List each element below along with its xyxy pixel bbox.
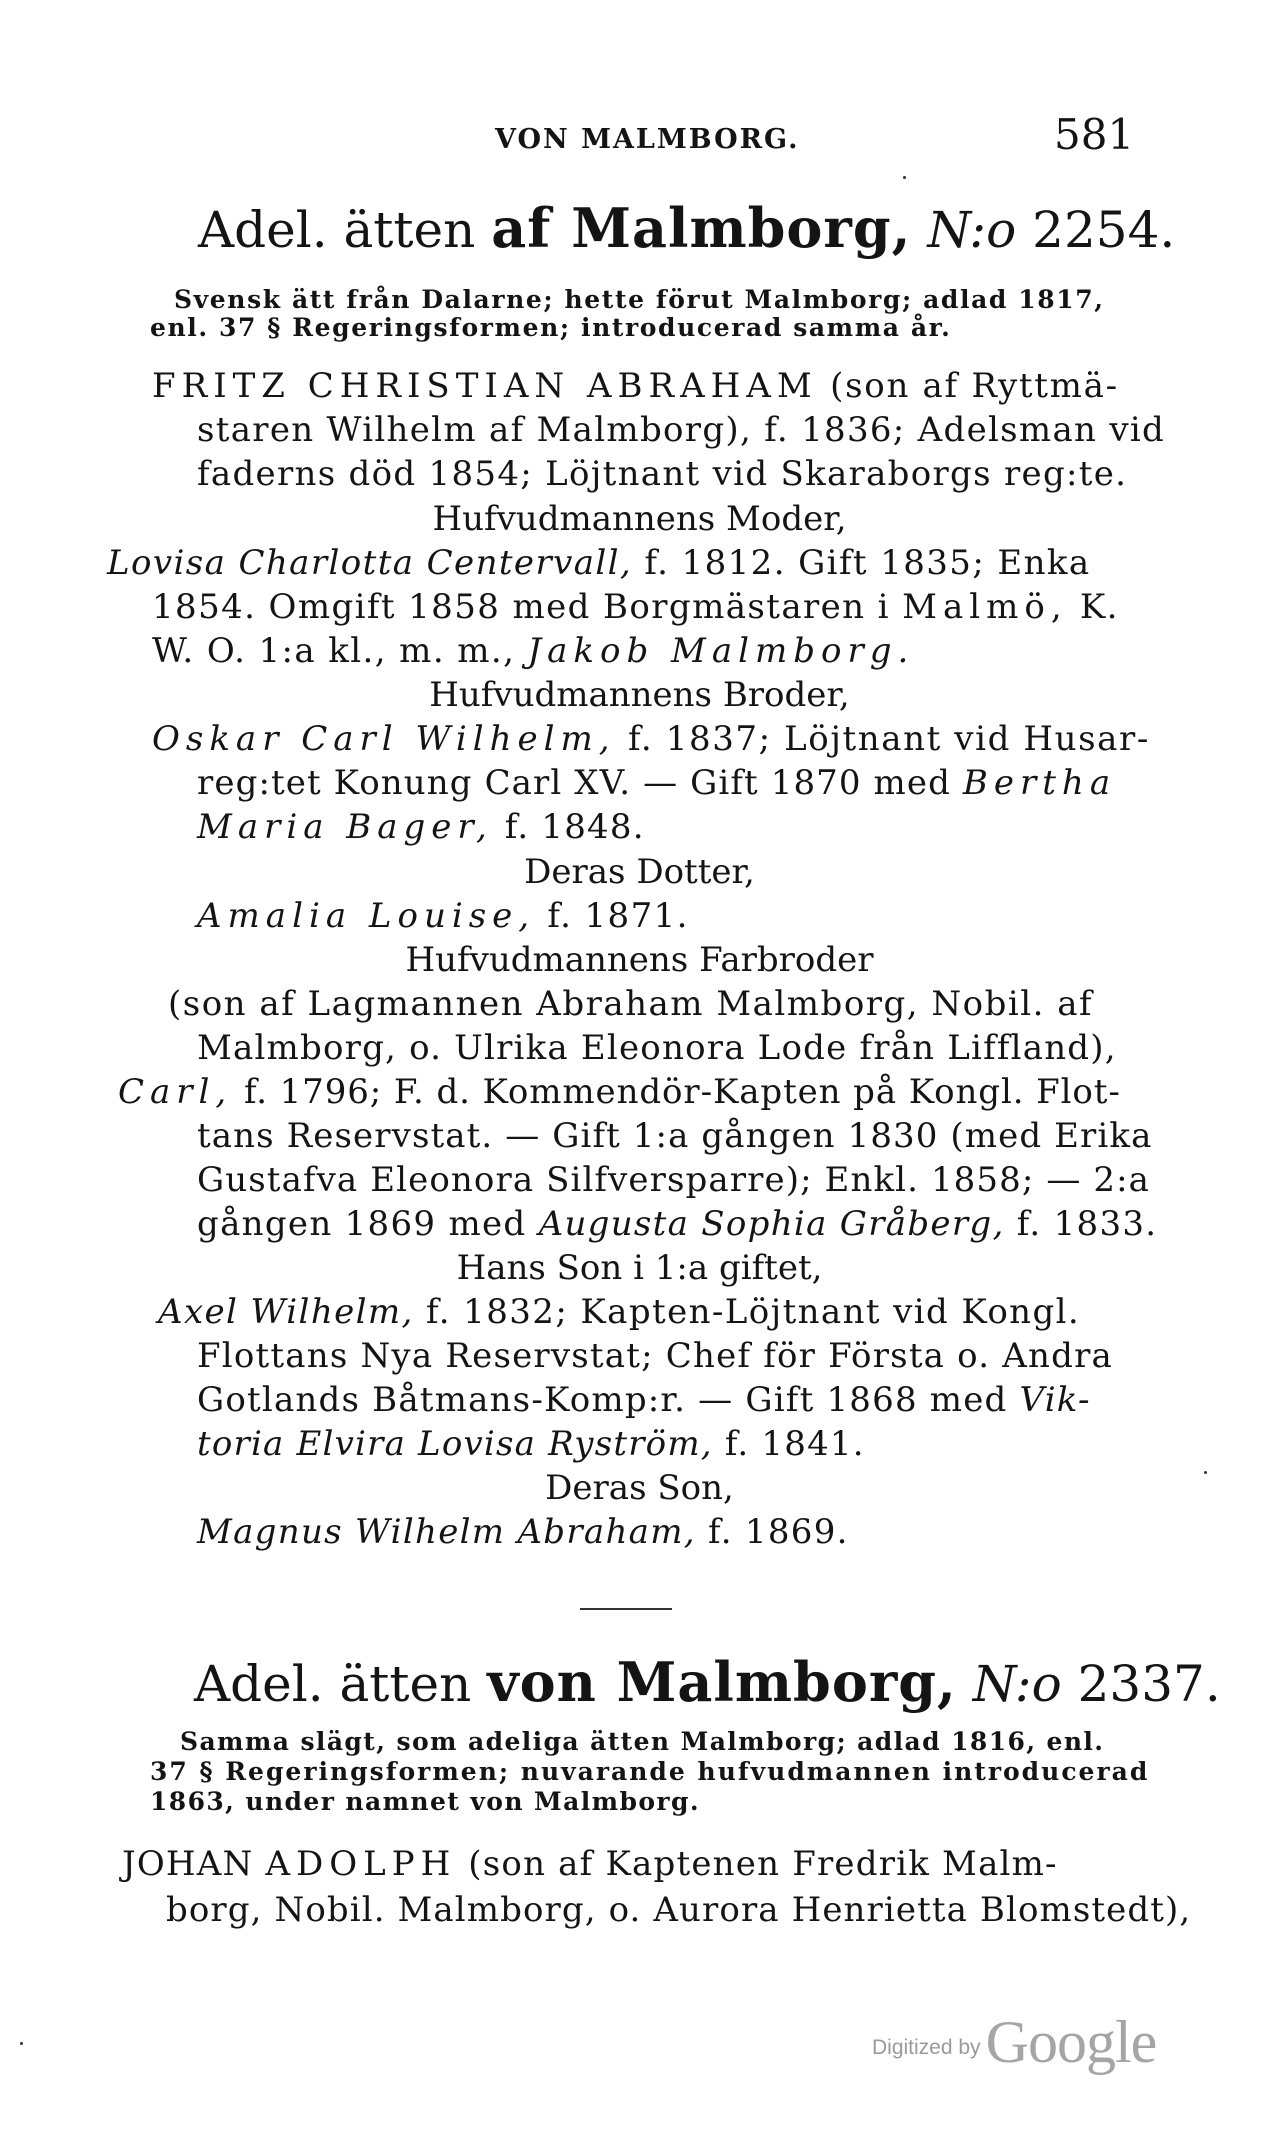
uncle-line: Malmborg, o. Ulrika Eleonora Lode från Liffland), xyxy=(197,1028,1117,1068)
uncle-line: tans Reservstat. — Gift 1:a gången 1830 (med Erika xyxy=(197,1116,1153,1156)
entry1-intro-line: Svensk ätt från Dalarne; hette förut Malmborg; adlad 1817, xyxy=(174,285,1105,314)
uncle-rest: f. 1796; F. d. Kommendör-Kapten på Kongl. Flot- xyxy=(243,1072,1121,1112)
brother-line xyxy=(197,761,1116,805)
brother-line xyxy=(197,805,645,849)
son-line xyxy=(197,1422,865,1466)
mother-line xyxy=(152,585,1119,629)
brother-line2-start: reg:tet Konung Carl XV. — Gift 1870 med xyxy=(197,763,951,803)
brother-name: Oskar Carl Wilhelm, xyxy=(152,719,616,759)
entry2-title xyxy=(194,1650,1221,1714)
son-heading: Hans Son i 1:a giftet, xyxy=(456,1248,823,1288)
watermark-digitized-by: Digitized by xyxy=(872,2036,981,2059)
google-digitized-watermark xyxy=(872,2008,1156,2077)
entry2-intro-line: Samma slägt, som adeliga ätten Malmborg; adlad 1816, enl. xyxy=(180,1727,1105,1756)
mother-name: Lovisa Charlotta Centervall, xyxy=(107,543,633,583)
section-divider xyxy=(580,1608,672,1610)
grandson-heading: Deras Son, xyxy=(545,1468,734,1508)
grandson-name: Magnus Wilhelm Abraham, xyxy=(197,1512,696,1552)
entry2-head-line xyxy=(122,1842,1058,1886)
daughter-name: Amalia Louise, xyxy=(197,896,536,936)
mother-line xyxy=(107,541,1091,585)
entry1-text-line: staren Wilhelm af Malmborg), f. 1836; Adelsman vid xyxy=(197,410,1166,450)
son-wife-a: Vik- xyxy=(1019,1380,1091,1420)
entry1-title-no-label: N:o xyxy=(927,201,1017,259)
brother-heading: Hufvudmannens Broder, xyxy=(429,675,850,715)
uncle-wife-born: f. 1833. xyxy=(1016,1204,1158,1244)
entry2-intro-line: 37 § Regeringsformen; nuvarande hufvudmannen introducerad xyxy=(150,1757,1150,1786)
entry2-text-line: borg, Nobil. Malmborg, o. Aurora Henrietta Blomstedt), xyxy=(166,1890,1192,1930)
entry2-title-prefix: Adel. ätten xyxy=(194,1655,472,1713)
brother-line xyxy=(152,717,1150,761)
entry1-title-prefix: Adel. ätten xyxy=(198,201,476,259)
entry1-title-no: 2254. xyxy=(1032,201,1176,259)
entry2-intro-line: 1863, under namnet von Malmborg. xyxy=(150,1787,700,1816)
entry2-title-no-label: N:o xyxy=(972,1655,1062,1713)
daughter-line xyxy=(197,894,689,938)
page-number: 581 xyxy=(1054,110,1135,159)
son-wife-born: f. 1841. xyxy=(724,1424,865,1464)
grandson-line xyxy=(197,1510,849,1554)
son-line3-start: Gotlands Båtmans-Komp:r. — Gift 1868 med xyxy=(197,1380,1008,1420)
uncle-name: Carl, xyxy=(118,1072,233,1112)
google-logo: Google xyxy=(985,2009,1157,2075)
mother-rest: f. 1812. Gift 1835; Enka xyxy=(644,543,1091,583)
running-head: VON MALMBORG. xyxy=(495,124,800,155)
entry1-text-line: faderns död 1854; Löjtnant vid Skaraborgs reg:te. xyxy=(197,454,1128,494)
son-rest: f. 1832; Kapten-Löjtnant vid Kongl. xyxy=(426,1292,1081,1332)
son-line xyxy=(158,1290,1080,1334)
mother-husband: Jakob Malmborg. xyxy=(527,631,915,671)
son-wife-b: toria Elvira Lovisa Ryström, xyxy=(197,1424,713,1464)
brother-wife-born: f. 1848. xyxy=(504,807,645,847)
entry2-head-name-a: JOHAN xyxy=(122,1844,254,1884)
son-line: Flottans Nya Reservstat; Chef för Första o. Andra xyxy=(197,1336,1113,1376)
mother-line2: 1854. Omgift 1858 med Borgmästaren i xyxy=(152,587,890,627)
brother-wife-rest: Maria Bager, xyxy=(197,807,493,847)
daughter-born: f. 1871. xyxy=(547,896,689,936)
scan-speck xyxy=(1204,1471,1207,1474)
entry2-head-name-b: ADOLPH xyxy=(265,1844,457,1884)
entry1-head-name: FRITZ CHRISTIAN ABRAHAM xyxy=(152,366,818,406)
uncle-line xyxy=(118,1070,1121,1114)
uncle-wife: Augusta Sophia Gråberg, xyxy=(538,1204,1005,1244)
entry1-title xyxy=(198,196,1175,260)
uncle-line-final-start: gången 1869 med xyxy=(197,1204,527,1244)
scan-speck xyxy=(20,2042,23,2045)
daughter-heading: Deras Dotter, xyxy=(524,852,755,892)
brother-rest: f. 1837; Löjtnant vid Husar- xyxy=(627,719,1150,759)
uncle-heading: Hufvudmannens Farbroder xyxy=(405,940,874,980)
mother-line2-end: K. xyxy=(1079,587,1119,627)
entry1-title-name: af Malmborg, xyxy=(491,196,912,260)
uncle-line xyxy=(197,1202,1157,1246)
mother-heading: Hufvudmannens Moder, xyxy=(432,499,847,539)
entry2-title-no: 2337. xyxy=(1077,1655,1221,1713)
uncle-line: (son af Lagmannen Abraham Malmborg, Nobil. af xyxy=(168,984,1094,1024)
scan-speck xyxy=(903,176,906,179)
son-name: Axel Wilhelm, xyxy=(158,1292,414,1332)
uncle-line: Gustafva Eleonora Silfversparre); Enkl. 1858; — 2:a xyxy=(197,1160,1150,1200)
grandson-born: f. 1869. xyxy=(708,1512,849,1552)
mother-line xyxy=(152,629,914,673)
entry2-title-name: von Malmborg, xyxy=(487,1650,957,1714)
entry1-head-line xyxy=(152,364,1119,408)
entry1-intro-line: enl. 37 § Regeringsformen; introducerad samma år. xyxy=(150,313,952,342)
mother-place: Malmö, xyxy=(902,587,1068,627)
mother-line3-start: W. O. 1:a kl., m. m., xyxy=(152,631,516,671)
brother-wife-first: Bertha xyxy=(962,763,1117,803)
entry2-head-rest: (son af Kaptenen Fredrik Malm- xyxy=(468,1844,1058,1884)
entry1-head-rest: (son af Ryttmä- xyxy=(830,366,1119,406)
son-line xyxy=(197,1378,1091,1422)
